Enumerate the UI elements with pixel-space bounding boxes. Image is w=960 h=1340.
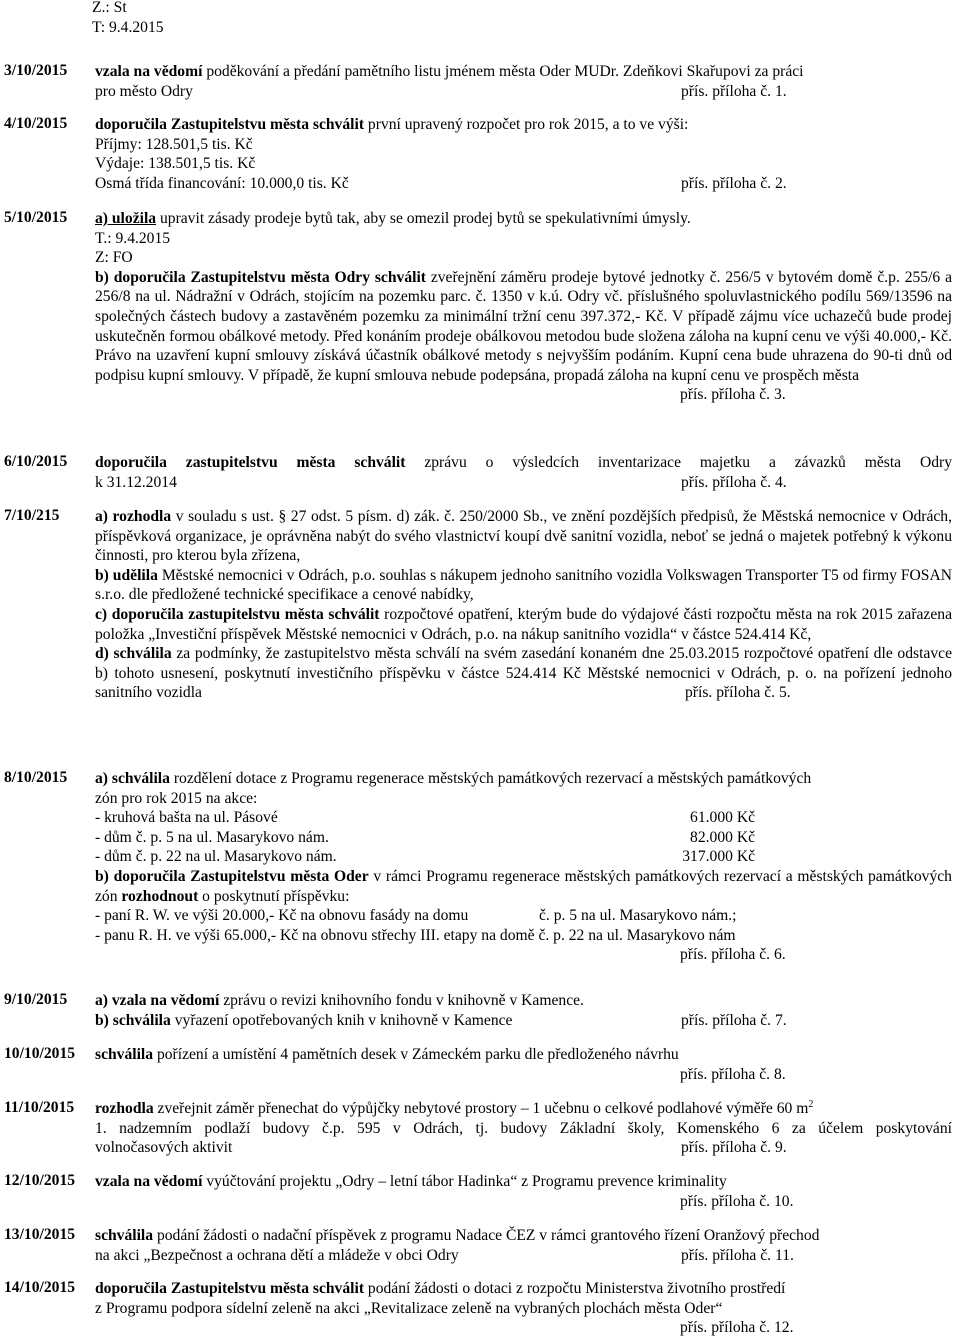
resolution-9 [4, 991, 952, 1030]
resolution-12 [4, 1172, 952, 1211]
text: o poskytnutí příspěvku: [198, 887, 350, 905]
text: Městské nemocnici v Odrách, p.o. souhlas s nákupem jednoho sanitního vozidla Volkswagen Transporter T5 od firmy FOSAN s.r.o. dle předložené technické specifikace a cenové nabídky, [95, 566, 953, 604]
text: zprávu o výsledcích inventarizace majetku a závazků města Odry [405, 454, 953, 471]
grant-line-2: - panu R. H. ve výši 65.000,- Kč na obnovu střechy III. etapy na domě č. p. 22 na ul. Masarykovo nám [95, 926, 736, 944]
text: v rámci Programu regenerace městských památkových rezervací a městských památkových zón [95, 867, 952, 905]
item-label: - dům č. p. 22 na ul. Masarykovo nám. [95, 848, 337, 866]
verb: a) uložila [95, 210, 157, 227]
list-item [95, 808, 952, 828]
text: první upravený rozpočet pro rok 2015, a to ve výši: [364, 116, 689, 133]
verb: d) schválila [95, 645, 172, 663]
verb: doporučila Zastupitelstvu města schválit [95, 116, 365, 133]
text: podání žádosti o nadační příspěvek z programu Nadace ČEZ v rámci grantového řízení Oranžový přechod [153, 1227, 820, 1244]
resolution-number: 8/10/2015 [4, 769, 68, 786]
text: zón pro rok 2015 na akce: [95, 789, 258, 807]
responsible: Z: FO [95, 249, 133, 267]
list-item [95, 847, 952, 867]
resolution-11 [4, 1099, 952, 1158]
text: 1. nadzemním podlaží budovy č.p. 595 v Odrách, tj. budovy Základní školy, Komenského 6 za účelem poskytování [95, 1119, 952, 1137]
verb: doporučila Zastupitelstvu města schválit [95, 1280, 365, 1297]
resolution-number: 9/10/2015 [4, 991, 68, 1008]
expense-line: Výdaje: 138.501,5 tis. Kč [95, 155, 256, 173]
text: z Programu podpora sídelní zeleně na akci „Revitalizace zeleně na vybraných plochách města Oder“ [95, 1299, 723, 1317]
text: vyúčtování projektu „Odry – letní tábor Hadinka“ z Programu prevence kriminality [202, 1173, 727, 1190]
income-line: Příjmy: 128.501,5 tis. Kč [95, 135, 253, 153]
attachment-ref: přís. příloha č. 4. [681, 473, 787, 491]
resolution-3 [4, 62, 952, 101]
resolution-number: 6/10/2015 [4, 453, 68, 470]
verb: doporučila zastupitelstvu města schválit [95, 454, 406, 471]
verb: rozhodla [95, 1100, 154, 1117]
verb: schválila [95, 1046, 154, 1063]
verb: rozhodnout [121, 887, 199, 905]
attachment-ref: přís. příloha č. 8. [680, 1065, 786, 1083]
text: volnočasových aktivit [95, 1139, 233, 1157]
grant-line-1b: č. p. 5 na ul. Masarykovo nám.; [539, 907, 737, 925]
item-amount: 61.000 Kč [690, 809, 755, 827]
resolution-5 [4, 209, 952, 405]
text: upravit zásady prodeje bytů tak, aby se omezil prodej bytů se spekulativními úmysly. [156, 210, 691, 227]
superscript: 2 [808, 1098, 814, 1110]
verb: vzala na vědomí [95, 1173, 203, 1190]
financing-line: Osmá třída financování: 10.000,0 tis. Kč [95, 174, 349, 192]
resolution-4 [4, 115, 952, 193]
text: rozpočtové opatření, kterým bude do výdajové části rozpočtu města na rok 2015 zařazena položka „Investiční příspěvek Městské nemocnici v Odrách, p.o. na nákup sanitního vozidla“ v částce 524.414 Kč, [95, 605, 952, 643]
item-label: - dům č. p. 5 na ul. Masarykovo nám. [95, 828, 329, 846]
attachment-ref: přís. příloha č. 3. [680, 386, 786, 404]
attachment-ref: přís. příloha č. 11. [681, 1246, 794, 1264]
resolution-number: 5/10/2015 [4, 209, 68, 226]
attachment-ref: přís. příloha č. 6. [680, 946, 786, 964]
text: za podmínky, že zastupitelstvo města schválí na svém zasedání konaném dne 25.03.2015 rozpočtové opatření dle odstavce b) tohoto usnesení, poskytnutí investičního příspěvku v částce 524.414 Kč Městské nemocnici v Odrách, p. o. na pořízení jednoho sanitního vozidla [95, 645, 952, 702]
resolution-8 [4, 769, 952, 965]
attachment-ref: přís. příloha č. 7. [681, 1011, 787, 1029]
verb: b) doporučila Zastupitelstvu města Oder [95, 867, 369, 885]
verb: schválila [95, 1227, 154, 1244]
verb: c) doporučila zastupitelstvu města schválit [95, 605, 380, 623]
text: zveřejnění záměru prodeje bytové jednotky č. 256/5 v bytovém domě č.p. 255/6 a 256/8 na ul. Nádražní v Odrách, stojícím na pozemku parc. č. 1350 v k.ú. Odry vč. příslušného spoluvlastnického podílu 569/13596 na společných částech budovy a zastavěném pozemku za minimální tržní cenu 397.372,- Kč. V případě zájmu více uchazečů bude prodej uskutečněn formou obálkové metody. Před konáním prodeje obálkovou metodou bude složena záloha na kupní cenu ve výši 40.000,- Kč. Právo na uzavření kupní smlouvy získává účastník obálkové metody s nejvyšším podáním. Kupní cena bude uhrazena do 90-ti dnů od podpisu kupní smlouvy. V případě, že kupní smlouva nebude podepsána, propadá záloha na kupní cenu ve prospěch města [95, 268, 952, 384]
attachment-ref: přís. příloha č. 12. [680, 1319, 794, 1337]
item-amount: 317.000 Kč [682, 848, 755, 866]
header-block [92, 0, 164, 37]
resolution-number: 12/10/2015 [4, 1172, 76, 1189]
attachment-ref: přís. příloha č. 1. [681, 82, 787, 100]
header-z: Z.: St [92, 0, 127, 16]
attachment-ref: přís. příloha č. 5. [681, 683, 791, 703]
list-item [95, 828, 952, 848]
text: pro město Odry [95, 82, 193, 100]
attachment-ref: přís. příloha č. 9. [681, 1139, 787, 1157]
verb: b) schválila [95, 1011, 171, 1029]
grant-line-1a: - paní R. W. ve výši 20.000,- Kč na obnovu fasády na domu [95, 907, 469, 925]
attachment-ref: přís. příloha č. 10. [680, 1192, 794, 1210]
resolution-number: 13/10/2015 [4, 1226, 76, 1243]
text: na akci „Bezpečnost a ochrana dětí a mládeže v obci Odry [95, 1246, 459, 1264]
verb: b) doporučila Zastupitelstvu města Odry schválit [95, 268, 426, 286]
resolution-6 [4, 453, 952, 492]
text: podání žádosti o dotaci z rozpočtu Ministerstva životního prostředí [364, 1280, 786, 1297]
resolution-number: 10/10/2015 [4, 1045, 76, 1062]
text: rozdělení dotace z Programu regenerace městských památkových rezervací a městských památkových [169, 770, 812, 787]
attachment-ref: přís. příloha č. 2. [681, 174, 787, 192]
text: v souladu s ust. § 27 odst. 5 písm. d) zák. č. 250/2000 Sb., ve znění pozdějších předpisů, že Městská nemocnice v Odrách, příspěvková organizace, je oprávněna nabýt do svého vlastnictví koupí dvě sanitní vozidla, neboť se jedná o majetek potřebný k výkonu činnosti, pro kterou byla zřízena, [95, 508, 952, 565]
item-amount: 82.000 Kč [690, 828, 755, 846]
resolution-number: 3/10/2015 [4, 62, 68, 79]
deadline: T.: 9.4.2015 [95, 229, 171, 247]
verb: a) rozhodla [95, 508, 172, 525]
header-t: T: 9.4.2015 [92, 18, 164, 36]
text: k 31.12.2014 [95, 473, 177, 491]
verb: vzala na vědomí [95, 63, 203, 80]
text: poděkování a předání pamětního listu jménem města Oder MUDr. Zdeňkovi Skařupovi za práci [202, 63, 804, 80]
text: zprávu o revizi knihovního fondu v knihovně v Kamence. [219, 992, 584, 1009]
verb: a) schválila [95, 770, 170, 787]
resolution-number: 11/10/2015 [4, 1099, 75, 1116]
text: pořízení a umístění 4 pamětních desek v Zámeckém parku dle předloženého návrhu [153, 1046, 679, 1063]
resolution-7 [4, 507, 952, 703]
resolution-10 [4, 1045, 952, 1084]
text: vyřazení opotřebovaných knih v knihovně v Kamence [170, 1011, 513, 1029]
resolution-13 [4, 1226, 952, 1265]
resolution-number: 4/10/2015 [4, 115, 68, 132]
verb: a) vzala na vědomí [95, 992, 220, 1009]
verb: b) udělila [95, 566, 158, 584]
resolution-14 [4, 1279, 952, 1338]
text: zveřejnit záměr přenechat do výpůjčky nebytové prostory – 1 učebnu o celkové podlahové výměře 60 m [153, 1100, 809, 1117]
item-label: - kruhová bašta na ul. Pásové [95, 809, 278, 827]
resolution-number: 14/10/2015 [4, 1279, 76, 1296]
resolution-number: 7/10/215 [4, 507, 60, 524]
